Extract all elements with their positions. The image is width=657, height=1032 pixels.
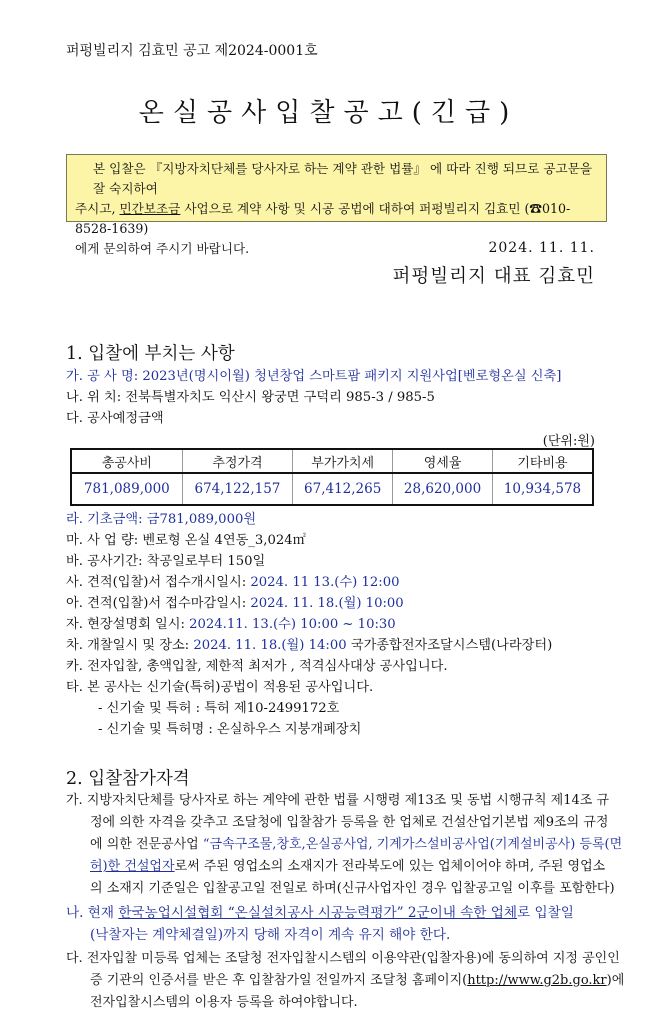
opening-label: 차. 개찰일시 및 장소: [66, 638, 194, 653]
notice-subsidy: 민간보조금 [119, 201, 181, 216]
site-briefing-value: 2024.11. 13.(수) 10:00 ~ 10:30 [189, 617, 396, 632]
cost-table [70, 448, 594, 506]
qual-da-line-3: 전자입찰시스템의 이용자 등록을 하여야합니다. [90, 995, 358, 1010]
header-estimate: 추정가격 [182, 449, 293, 473]
opening-place: 국가종합전자조달시스템(나라장터) [346, 638, 553, 653]
item-bid-type: 카. 전자입찰, 총액입찰, 제한적 최저가 , 적격심사대상 공사입니다. [66, 659, 448, 674]
site-briefing-label: 자. 현장설명회 일시: [66, 617, 190, 632]
item-bid-open [66, 574, 400, 592]
qual-ga-line-4 [90, 856, 605, 878]
bid-open-label: 사. 견적(입찰)서 접수개시일시: [66, 575, 251, 590]
new-tech-patent: - 신기술 및 특허 : 특허 제10-2499172호 [98, 701, 340, 716]
bid-open-value: 2024. 11 13.(수) 12:00 [250, 575, 400, 590]
qual-da-text: 증 기관의 인증서를 받은 후 입찰참가일 전일까지 조달청 홈페이지( [90, 973, 468, 988]
header-zero-rate: 영세율 [393, 449, 493, 473]
item-estimated-cost: 다. 공사예정금액 [66, 411, 164, 426]
qual-na-text: 나. 현재 [66, 905, 119, 921]
notice-number: 퍼펑빌리지 김효민 공고 제2024-0001호 [66, 43, 318, 59]
cost-table-row [71, 473, 593, 505]
bid-close-label: 아. 견적(입찰)서 접수마감일시: [66, 596, 251, 611]
qual-ga-location: 로써 주된 영업소의 소재지가 전라북도에 있는 업체이어야 하며, 주된 영업소 [174, 859, 606, 874]
item-base-amount: 라. 기초금액: 금781,089,000원 [66, 512, 257, 527]
bid-close-value: 2024. 11. 18.(월) 10:00 [250, 596, 404, 611]
value-other: 10,934,578 [503, 481, 582, 497]
value-vat: 67,412,265 [293, 473, 393, 505]
qual-ga-line-2: 정에 의한 자격을 갖추고 조달청에 입찰참가 등록을 한 업체로 건설산업기본법 제9조의 규정 [90, 815, 609, 830]
qual-na-line-1 [66, 902, 574, 924]
qual-ga-contractor: 허)한 건설업자 [90, 859, 175, 874]
notice-line-2 [75, 199, 598, 239]
notice-contact: 사업으로 계약 사항 및 시공 공법에 대하여 퍼펑빌리지 김효민 (☎010-8528-1639) [75, 201, 571, 236]
qual-na-line-2: (낙찰자는 계약체결일)까지 당해 자격이 계속 유지 해야 한다. [90, 927, 451, 943]
page-title: 온실공사입찰공고(긴급) [138, 98, 519, 128]
opening-value: 2024. 11. 18.(월) 14:00 [193, 638, 347, 653]
unit-label: (단위:원) [542, 434, 595, 449]
value-estimate: 674,122,157 [182, 473, 293, 505]
header-total: 총공사비 [71, 449, 182, 473]
qual-na-tail: 로 입찰일 [517, 905, 574, 921]
notice-text: 주시고, [75, 201, 120, 216]
qual-na-association: 한국농업시설협회 “온실설치공사 시공능력평가” 2군이내 속한 업체 [118, 905, 518, 921]
g2b-link[interactable]: http://www.g2b.go.kr [467, 973, 607, 988]
item-site-briefing [66, 616, 396, 634]
section2-heading: 2. 입찰참가자격 [66, 769, 190, 789]
qual-da-tail: )에 [606, 973, 625, 988]
qual-ga-text: 에 의한 전문공사업 [90, 837, 203, 852]
header-vat: 부가가치세 [293, 449, 393, 473]
cost-table-header [71, 449, 593, 473]
item-new-tech: 타. 본 공사는 신기술(특허)공법이 적용된 공사입니다. [66, 680, 374, 695]
item-duration: 바. 공사기간: 착공일로부터 150일 [66, 554, 266, 569]
item-bid-close [66, 595, 404, 613]
qual-da-line-2 [90, 970, 624, 992]
value-zero-rate: 28,620,000 [393, 473, 493, 505]
item-opening [66, 637, 552, 655]
notice-date: 2024. 11. 11. [488, 240, 595, 256]
notice-line-3: 에게 문의하여 주시기 바랍니다. [75, 241, 250, 256]
qual-ga-line-3 [90, 834, 622, 856]
item-location: 나. 위 치: 전북특별자치도 익산시 왕궁면 구덕리 985-3 / 985-5 [66, 390, 435, 405]
section1-heading: 1. 입찰에 부치는 사항 [66, 344, 235, 364]
item-quantity: 마. 사 업 량: 벤로형 온실 4연동_3,024㎡ [66, 533, 306, 548]
notice-line-1: 본 입찰은 『지방자치단체를 당사자로 하는 계약 관한 법률』 에 따라 진행 되므로 공고문을 잘 숙지하여 [93, 161, 593, 196]
qual-ga-line-5: 의 소재지 기준일은 입찰공고일 전일로 하며(신규사업자인 경우 입찰공고일 이후를 포함한다) [90, 881, 615, 896]
value-total: 781,089,000 [71, 473, 182, 505]
qual-ga-line-1: 가. 지방자치단체를 당사자로 하는 계약에 관한 법률 시행령 제13조 및 동법 시행규칙 제14조 규 [66, 793, 610, 808]
qual-da-line-1: 다. 전자입찰 미등록 업체는 조달청 전자입찰시스템의 이용약관(입찰자용)에 동의하여 지정 공인인 [66, 951, 620, 966]
signature: 퍼펑빌리지 대표 김효민 [392, 266, 595, 287]
item-project-name: 가. 공 사 명: 2023년(명시이월) 청년창업 스마트팜 패키지 지원사업[벤로형온실 신축] [66, 369, 562, 384]
new-tech-name: - 신기술 및 특허명 : 온실하우스 지붕개폐장치 [98, 722, 362, 737]
header-other: 기타비용 [492, 449, 593, 473]
qual-ga-licenses: “금속구조물,창호,온실공사업, 기계가스설비공사업(기계설비공사) 등록(면 [202, 837, 623, 852]
